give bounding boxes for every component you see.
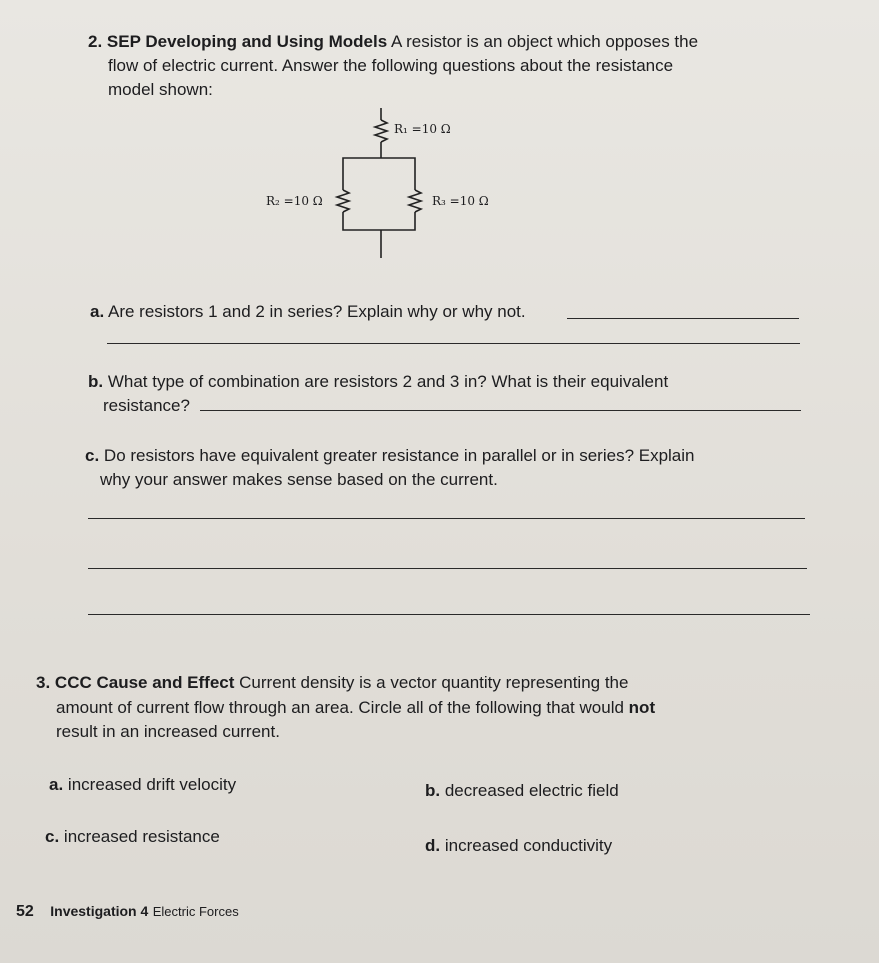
- question-3-tag: CCC Cause and Effect: [54, 673, 235, 692]
- option-d[interactable]: [425, 834, 612, 857]
- r2-label: R₂ =10 Ω: [266, 194, 323, 208]
- question-2b-text-1: What type of combination are resistors 2 and 3 in? What is their equivalent: [107, 372, 669, 391]
- option-d-text: increased conductivity: [444, 836, 613, 855]
- option-b-text: decreased electric field: [444, 781, 619, 800]
- question-3-emphasis: not: [628, 698, 656, 717]
- investigation-label: Investigation 4: [50, 903, 149, 919]
- parallel-top-wire: [343, 158, 415, 190]
- question-2c-text-2: why your answer makes sense based on the current.: [100, 470, 498, 489]
- option-c-text: increased resistance: [63, 827, 220, 846]
- page-footer: [16, 900, 239, 923]
- question-2c-letter: c.: [85, 446, 100, 465]
- option-a-letter: a.: [49, 775, 64, 794]
- question-3-text-2: amount of current flow through an area. Circle all of the following that would: [56, 698, 624, 717]
- page-number: 52: [16, 903, 34, 920]
- question-2-number: 2.: [88, 32, 103, 51]
- question-3-line1: [36, 671, 628, 694]
- question-3-text-1: Current density is a vector quantity representing the: [239, 673, 629, 692]
- option-a[interactable]: [49, 773, 236, 796]
- resistor-r2-zigzag: [337, 190, 349, 212]
- question-2a-letter: a.: [90, 302, 105, 321]
- investigation-topic: Electric Forces: [152, 904, 239, 919]
- option-b-letter: b.: [425, 781, 441, 800]
- question-3-number: 3.: [36, 673, 51, 692]
- answer-line-2c-2[interactable]: [88, 568, 807, 569]
- parallel-bottom-wire: [343, 212, 415, 230]
- question-2b-letter: b.: [88, 372, 104, 391]
- r1-label: R₁ =10 Ω: [394, 122, 451, 136]
- resistor-r1-zigzag: [375, 120, 387, 142]
- answer-line-2b[interactable]: [200, 410, 801, 411]
- question-2-intro-1: A resistor is an object which opposes the: [390, 32, 699, 51]
- question-2c-text-1: Do resistors have equivalent greater resistance in parallel or in series? Explain: [103, 446, 695, 465]
- question-2b-text-2: resistance?: [103, 396, 190, 415]
- question-2-intro-3: model shown:: [108, 80, 213, 99]
- option-d-letter: d.: [425, 836, 441, 855]
- question-2c: [85, 444, 695, 467]
- question-2a: [90, 300, 526, 323]
- option-b[interactable]: [425, 779, 619, 802]
- resistor-r3-zigzag: [409, 190, 421, 212]
- r3-label: R₃ =10 Ω: [432, 194, 489, 208]
- question-2-intro-2: flow of electric current. Answer the following questions about the resistance: [108, 56, 674, 75]
- question-3-text-3: result in an increased current.: [56, 722, 280, 741]
- question-2a-text: Are resistors 1 and 2 in series? Explain why or why not.: [107, 302, 526, 321]
- answer-line-2c-3[interactable]: [88, 614, 810, 615]
- answer-line-2a-1[interactable]: [567, 318, 799, 319]
- option-a-text: increased drift velocity: [67, 775, 237, 794]
- option-c[interactable]: [45, 825, 220, 848]
- resistor-circuit-diagram: [240, 100, 530, 270]
- question-2-line1: [88, 30, 698, 53]
- question-2-tag: SEP Developing and Using Models: [106, 32, 388, 51]
- question-2b: [88, 370, 668, 393]
- option-c-letter: c.: [45, 827, 60, 846]
- answer-line-2c-1[interactable]: [88, 518, 805, 519]
- question-3-line2: [56, 696, 655, 719]
- answer-line-2a-2[interactable]: [107, 343, 800, 344]
